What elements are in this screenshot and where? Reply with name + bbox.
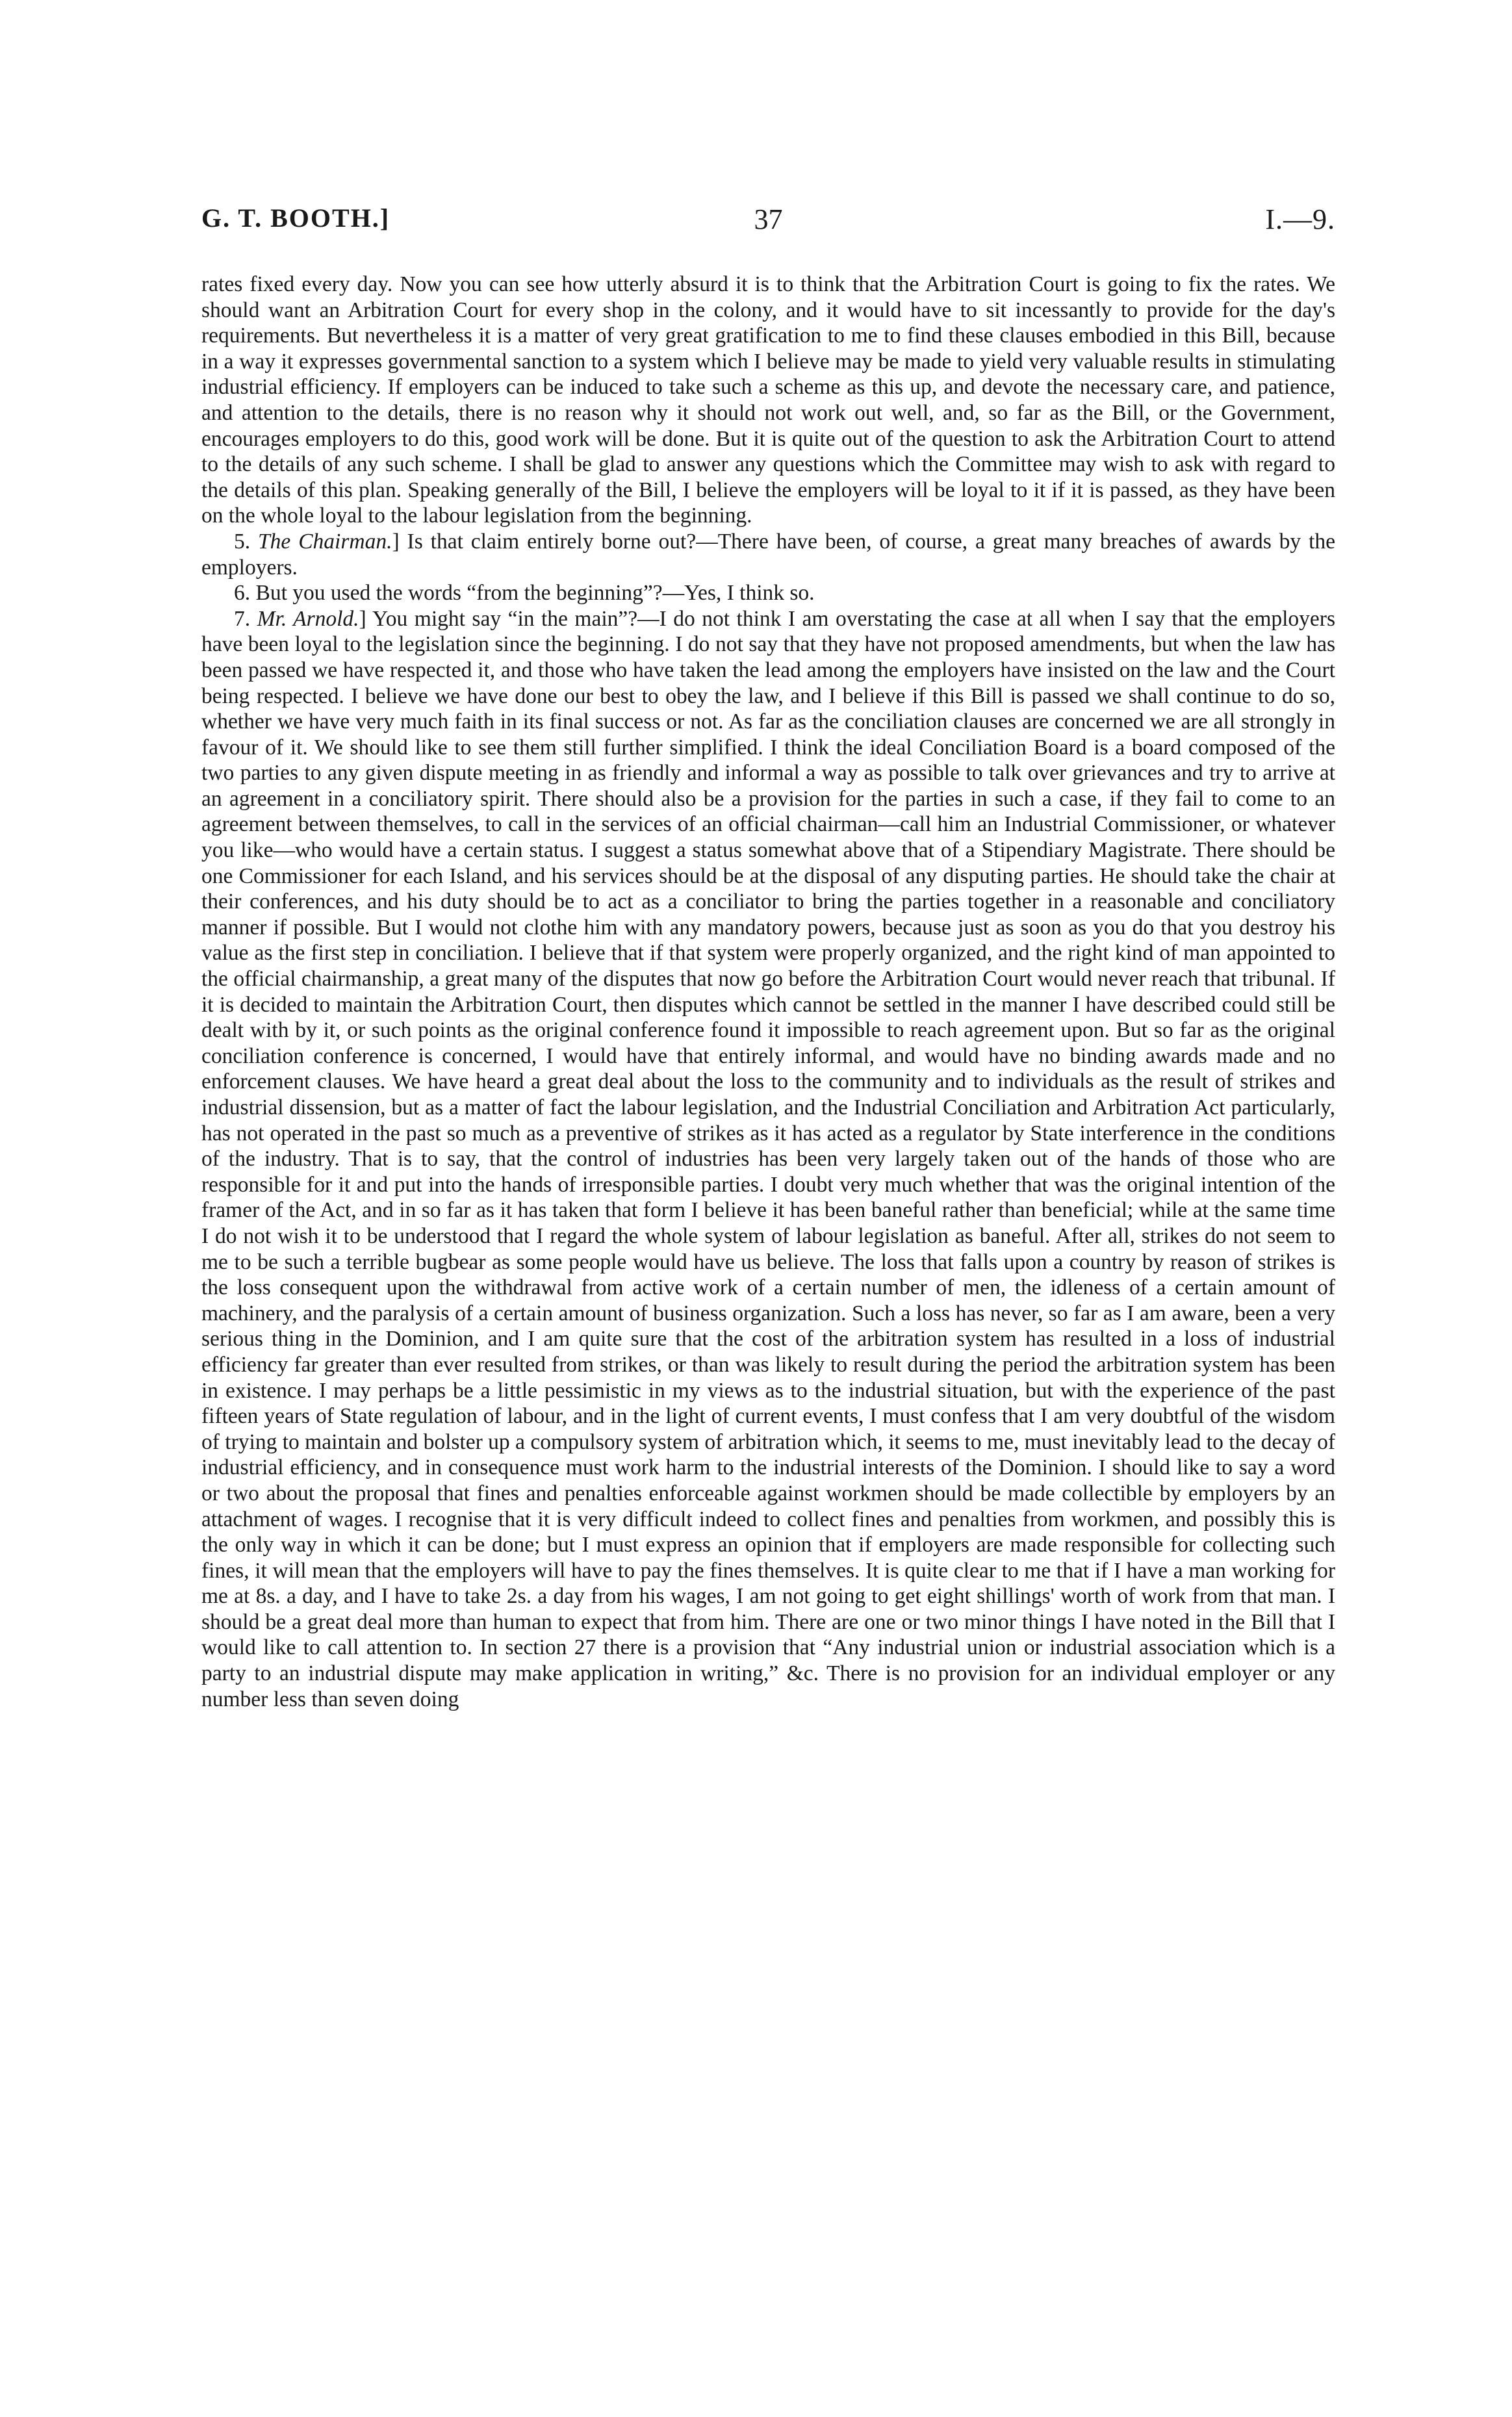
header-paper-reference: I.—9. <box>1265 203 1335 235</box>
question-5 <box>201 529 1335 580</box>
page-header <box>201 203 1335 255</box>
page-body <box>201 272 1335 1712</box>
question-6 <box>201 580 1335 606</box>
speaker-name: Mr. Arnold. <box>257 606 359 631</box>
paragraph-text: ] Is that claim entirely borne out?—There have been, of course, a great many breaches of awards by the employers. <box>201 529 1335 580</box>
question-number: 5. <box>234 529 259 554</box>
speaker-name: The Chairman. <box>258 529 392 554</box>
paragraph-text: But you used the words “from the beginning”?—Yes, I think so. <box>255 581 815 606</box>
question-7 <box>201 606 1335 1713</box>
paragraph <box>201 272 1335 529</box>
paragraph-text: ] You might say “in the main”?—I do not think I am overstating the case at all when I say that the employers have been loyal to the legislation since the beginning. I do not say that they have not proposed amendments, but when the law has been passed we have respected it, and those who have taken the lead among the employers have insisted on the law and the Court being respected. I believe we have done our best to obey the law, and I believe if this Bill is passed we shall continue to do so, whether we have very much faith in its final success or not. As far as the conciliation clauses are concerned we are all strongly in favour of it. We should like to see them still further simplified. I think the ideal Conciliation Board is a board composed of the two parties to any given dispute meeting in as friendly and informal a way as possible to talk over grievances and try to arrive at an agreement in a conciliatory spirit. There should also be a provision for the parties in such a case, if they fail to come to an agreement between themselves, to call in the services of an official chairman—call him an Industrial Commissioner, or whatever you like—who would have a certain status. I suggest a status somewhat above that of a Stipendiary Magistrate. There should be one Commissioner for each Island, and his services should be at the disposal of any disputing parties. He should take the chair at their conferences, and his duty should be to act as a conciliator to bring the parties together in a reasonable and conciliatory manner if possible. But I would not clothe him with any mandatory powers, because just as soon as you do that you destroy his value as the first step in conciliation. I believe that if that system were properly organized, and the right kind of man appointed to the official chairmanship, a great many of the disputes that now go before the Arbitration Court would never reach that tribunal. If it is decided to maintain the Arbitration Court, then disputes which cannot be settled in the manner I have described could still be dealt with by it, or such points as the original conference found it impossible to reach agreement upon. But so far as the original conciliation conference is concerned, I would have that entirely informal, and would have no binding awards made and no enforcement clauses. We have heard a great deal about the loss to the community and to individuals as the result of strikes and industrial dissension, but as a matter of fact the labour legislation, and the Industrial Conciliation and Arbitration Act particularly, has not operated in the past so much as a preventive of strikes as it has acted as a regulator by State interference in the conditions of the industry. That is to say, that the control of industries has been very largely taken out of the hands of those who are responsible for it and put into the hands of irresponsible parties. I doubt very much whether that was the original intention of the framer of the Act, and in so far as it has taken that form I believe it has been baneful rather than beneficial; while at the same time I do not wish it to be understood that I regard the whole system of labour legislation as baneful. After all, strikes do not seem to me to be such a terrible bugbear as some people would have us believe. The loss that falls upon a country by reason of strikes is the loss consequent upon the withdrawal from active work of a certain number of men, the idleness of a certain amount of machinery, and the paralysis of a certain amount of business organization. Such a loss has never, so far as I am aware, been a very serious thing in the Dominion, and I am quite sure that the cost of the arbitration system has resulted in a loss of industrial efficiency far greater than ever resulted from strikes, or than was likely to result during the period the arbitration system has been in existence. I may perhaps be a little pessimistic in my views as to the industrial situation, but with the experience of the past fifteen years of State regulation of labour, and in the light of current events, I must confess that I am very doubtful of the wisdom of trying to maintain and bolster up a compulsory system of arbitration which, it seems to me, must inevitably lead to the decay of industrial efficiency, and in consequence must work harm to the industrial interests of the Dominion. I should like to say a word or two about the proposal that fines and penalties enforceable against workmen should be made collectible by employers by an attachment of wages. I recognise that it is very difficult indeed to collect fines and penalties from workmen, and possibly this is the only way in which it can be done; but I must express an opinion that if employers are made responsible for collecting such fines, it will mean that the employers will have to pay the fines themselves. It is quite clear to me that if I have a man working for me at 8s. a day, and I have to take 2s. a day from his wages, I am not going to get eight shillings' worth of work from that man. I should be a great deal more than human to expect that from him. There are one or two minor things I have noted in the Bill that I would like to call attention to. In section 27 there is a provision that “Any industrial union or industrial association which is a party to an industrial dispute may make application in writing,” &c. There is no provision for an individual employer or any number less than seven doing <box>201 606 1335 1711</box>
header-witness-name: G. T. BOOTH.] <box>201 203 391 233</box>
question-number: 7. <box>234 606 257 631</box>
page-number: 37 <box>754 203 783 235</box>
question-number: 6. <box>234 581 256 606</box>
paragraph-text: rates fixed every day. Now you can see how utterly absurd it is to think that the Arbitration Court is going to fix the rates. We should want an Arbitration Court for every shop in the colony, and it would have to sit incessantly to provide for the day's requirements. But nevertheless it is a matter of very great gratification to me to find these clauses embodied in this Bill, because in a way it expresses governmental sanction to a system which I believe may be made to yield very valuable results in stimulating industrial efficiency. If employers can be induced to take such a scheme as this up, and devote the necessary care, and patience, and attention to the details, there is no reason why it should not work out well, and, so far as the Bill, or the Government, encourages employers to do this, good work will be done. But it is quite out of the question to ask the Arbitration Court to attend to the details of any such scheme. I shall be glad to answer any questions which the Committee may wish to ask with regard to the details of this plan. Speaking generally of the Bill, I believe the employers will be loyal to it if it is passed, as they have been on the whole loyal to the labour legislation from the beginning. <box>201 272 1335 528</box>
